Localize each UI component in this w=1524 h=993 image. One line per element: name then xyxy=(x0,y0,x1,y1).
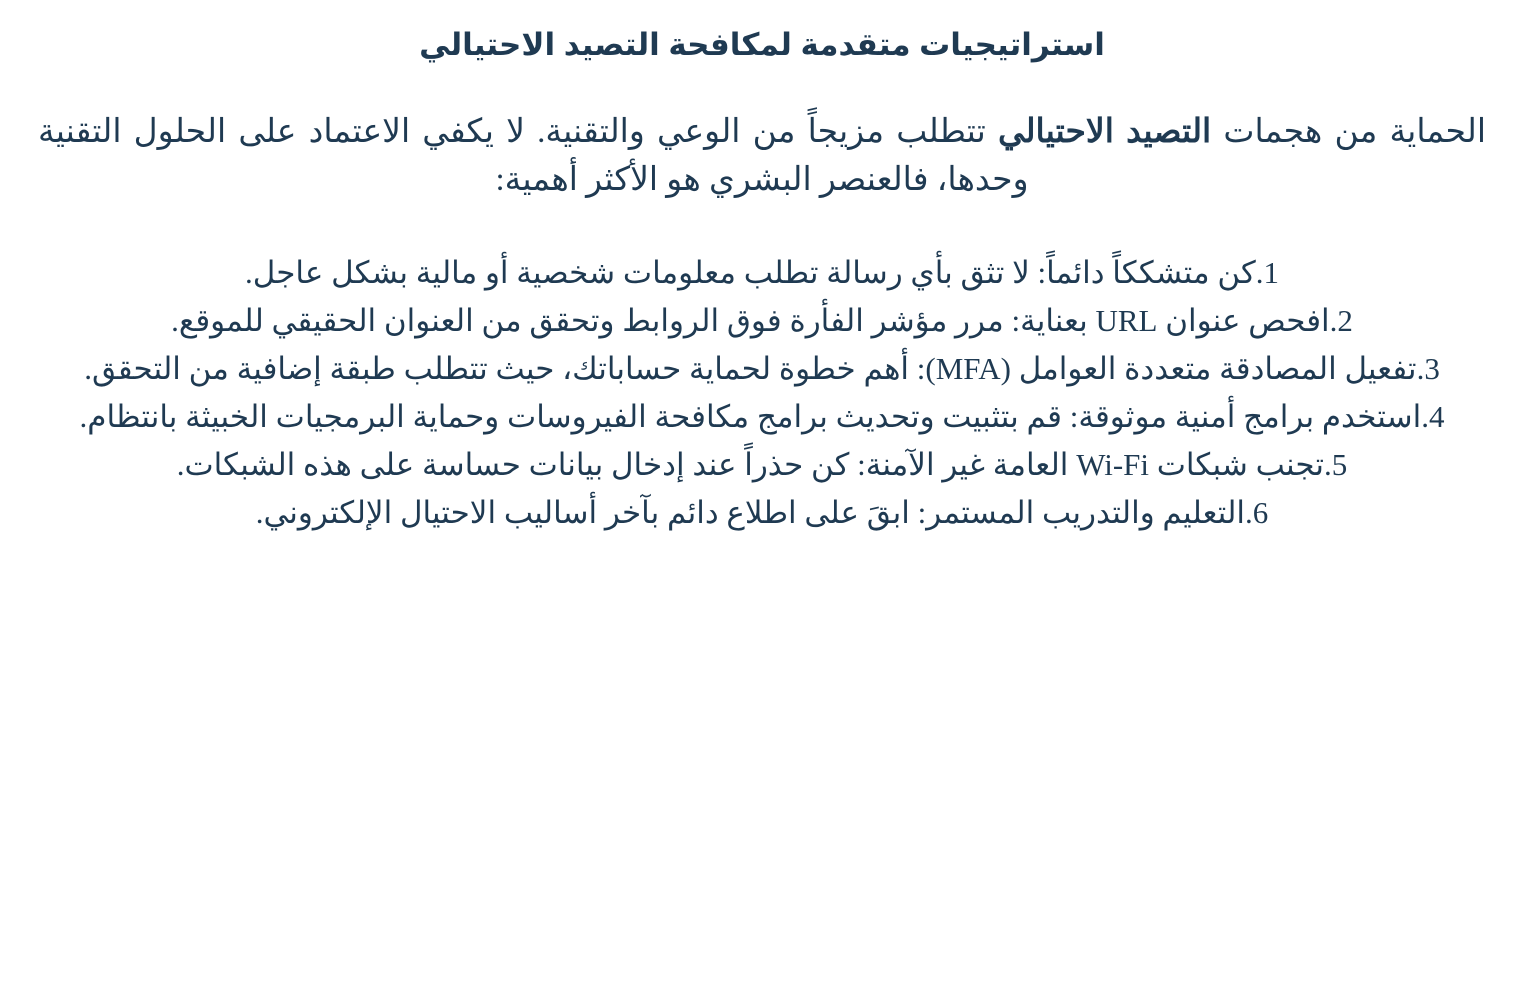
list-item-text: استخدم برامج أمنية موثوقة: قم بتثبيت وتحديث برامج مكافحة الفيروسات وحماية البرمجيات الخبيثة بانتظام. xyxy=(79,399,1422,435)
list-item-text: افحص عنوان URL بعناية: مرر مؤشر الفأرة فوق الروابط وتحقق من العنوان الحقيقي للموقع. xyxy=(171,303,1330,339)
list-item xyxy=(34,250,1490,296)
list-item xyxy=(34,394,1490,440)
list-item-text: التعليم والتدريب المستمر: ابقَ على اطلاع دائم بآخر أساليب الاحتيال الإلكتروني. xyxy=(255,494,1246,530)
list-item xyxy=(34,490,1490,536)
list-item-number: 4. xyxy=(1421,399,1445,435)
list-item xyxy=(34,442,1490,488)
list-item-text: كن متشككاً دائماً: لا تثق بأي رسالة تطلب معلومات شخصية أو مالية بشكل عاجل. xyxy=(245,255,1256,291)
list-item-number: 6. xyxy=(1245,494,1269,530)
list-item-number: 1. xyxy=(1255,255,1279,291)
list-item-text: تجنب شبكات Wi-Fi العامة غير الآمنة: كن حذراً عند إدخال بيانات حساسة على هذه الشبكات. xyxy=(176,446,1325,482)
strategy-list xyxy=(34,250,1490,535)
list-item-number: 2. xyxy=(1329,303,1353,339)
intro-text-after: تتطلب مزيجاً من الوعي والتقنية. لا يكفي الاعتماد على الحلول التقنية وحدها، فالعنصر البشري هو الأكثر أهمية: xyxy=(38,113,1029,198)
list-item-number: 5. xyxy=(1324,446,1348,482)
list-item xyxy=(34,298,1490,344)
intro-text-before: الحماية من هجمات xyxy=(1211,113,1486,150)
intro-text-emphasis: التصيد الاحتيالي xyxy=(997,113,1212,150)
intro-paragraph xyxy=(34,109,1490,205)
page-title: استراتيجيات متقدمة لمكافحة التصيد الاحتيالي xyxy=(419,27,1105,62)
list-item-number: 3. xyxy=(1416,351,1440,387)
list-item-text: تفعيل المصادقة متعددة العوامل (MFA): أهم خطوة لحماية حساباتك، حيث تتطلب طبقة إضافية من التحقق. xyxy=(84,351,1417,387)
list-item xyxy=(34,346,1490,392)
